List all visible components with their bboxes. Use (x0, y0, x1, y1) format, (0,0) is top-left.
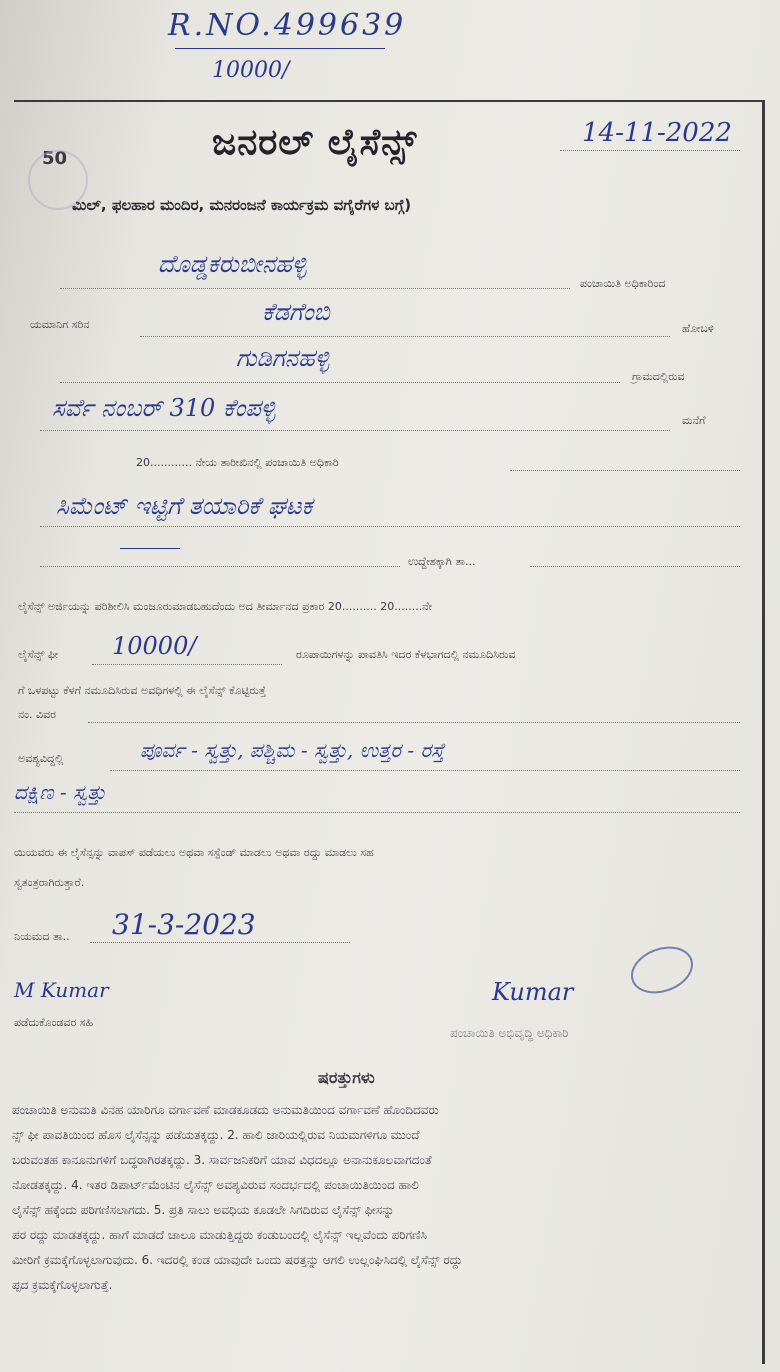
name-line (140, 336, 670, 337)
condition-line: ಮೀರಿಗೆ ಕ್ರಮಕ್ಕೆಗೊಳ್ಳಲಾಗುವುದು. 6. ಇದರಲ್ಲಿ ಕಂಡ ಯಾವುದೇ ಒಂದು ಷರತ್ತನ್ನು ಆಗಲಿ ಉಲ್ಲಂಘಿಸಿದಲ್ಲಿ ಲೈಸೆನ್ಸ್ ರದ್ದು (12, 1253, 463, 1267)
condition-line: ನೋಡತಕ್ಕದ್ದು. 4. ಇತರ ಡಿಪಾರ್ಟ್‌ಮೆಂಟಿನ ಲೈಸೆನ್ಸ್ ಅವಶ್ಯವಿರುವ ಸಂದರ್ಭದಲ್ಲಿ ಪಂಚಾಯಿತಿಯಿಂದ ಹಾಲಿ (12, 1178, 419, 1192)
panchayat-name: ದೊಡ್ಡಕರುಬೀನಹಳ್ಳಿ (158, 250, 307, 278)
fee-value: 10000/ (112, 632, 197, 660)
condition-line: ಬರುವಂತಹ ಕಾನೂನುಗಳಿಗೆ ಬದ್ಧರಾಗಿರತಕ್ಕದ್ದು. 3. ಸಾರ್ವಜನಿಕರಿಗೆ ಯಾವ ವಿಧದಲ್ಲೂ ಅನಾನುಕೂಲವಾಗದಂತೆ (12, 1153, 432, 1167)
receipt-number: R.NO.499639 (168, 8, 407, 43)
condition-line: ಪರ ರದ್ದು ಮಾಡತಕ್ಕದ್ದು. ಹಾಗೆ ಮಾಡದೆ ಚಾಲೂ ಮಾಡುತ್ತಿದ್ದರು ಕಂಡುಬಂದಲ್ಲಿ ಲೈಸೆನ್ಸ್ ಇಲ್ಲವೆಂದು ಪರಿಗಣಿಸಿ (12, 1228, 428, 1242)
purpose-line-end (530, 566, 740, 567)
cancellation-line-1: ಯಿಯವರು ಈ ಲೈಸೆನ್ಸನ್ನು ವಾಪಸ್ ಪಡೆಯಲು ಅಥವಾ ಸಸ್ಪೆಂಡ್ ಮಾಡಲು ಅಥವಾ ರದ್ದು ಮಾಡಲು ಸಹ (14, 846, 374, 859)
condition-line: ಲೈಸೆನ್ಸ್ ಹಕ್ಕೆಂದು ಪರಿಗಣಿಸಲಾಗದು. 5. ಪ್ರತಿ ಸಾಲು ಅವಧಿಯ ಕೂಡಲೇ ಸಿಗದಿರುವ ಲೈಸೆನ್ಸ್ ಫೀಸನ್ನು (12, 1203, 395, 1217)
receipt-underline (175, 48, 385, 49)
village-value: ಗುಡಿಗನಹಳ್ಳಿ (236, 344, 330, 372)
license-statement: ಲೈಸೆನ್ಸ್ ಅರ್ಜಿಯನ್ನು ಪರಿಶೀಲಿಸಿ ಮಂಜೂರುಮಾಡಬಹುದೆಂದು ಅದ ತೀರ್ಮಾನದ ಪ್ರಕಾರ 20.......... 20........ನೇ (18, 600, 432, 613)
boundary-rule-2 (14, 812, 740, 813)
date-line (510, 470, 740, 471)
receipt-amount: 10000/ (212, 58, 290, 83)
boundary-line-1: ಪೂರ್ವ - ಸ್ವತ್ತು, ಪಶ್ಚಿಮ - ಸ್ವತ್ತು, ಉತ್ತರ - ರಸ್ತೆ (140, 738, 445, 762)
corner-number: 50 (42, 148, 68, 169)
officer-seal-text: ಪಂಚಾಯಿತಿ ಅಭಿವೃದ್ಧಿ ಅಧಿಕಾರಿ (450, 1026, 569, 1040)
officer-signature: Kumar (492, 978, 574, 1006)
expiry-label: ನಿಯಮದ ತಾ.. (14, 930, 70, 943)
name-value: ಕೆಡಗೆಂಬಿ (262, 298, 330, 326)
survey-value: ಸರ್ವೆ ನಂಬರ್ 310 ಕೆಂಪಳ್ಳಿ (52, 394, 276, 422)
blank-scribble (120, 548, 180, 549)
boundary-rule-1 (110, 770, 740, 771)
conditions-reference: ಗೆ ಒಳಪಟ್ಟು ಕೆಳಗೆ ನಮೂದಿಸಿರುವ ಅವಧಿಗಳಲ್ಲಿ ಈ ಲೈಸೆನ್ಸ್ ಕೊಟ್ಟಿರುತ್ತೆ (18, 684, 266, 697)
panchayat-label: ಪಂಚಾಯಿತಿ ಅಧಿಕಾರಿಂದ (580, 277, 666, 290)
cancellation-line-2: ಸ್ವತಂತ್ರರಾಗಿರುತ್ತಾರೆ. (14, 876, 85, 889)
details-line (88, 722, 740, 723)
validity-label: ಅವಶ್ಯವಿದ್ದಲ್ಲಿ (18, 752, 64, 765)
condition-line: ನ್ಸ್ ಫೀ ಪಾವತಿಯಿಂದ ಹೊಸ ಲೈಸೆನ್ಸನ್ನು ಪಡೆಯತಕ್ಕದ್ದು. 2. ಹಾಲಿ ಜಾರಿಯಲ್ಲಿರುವ ನಿಯಮಗಳಿಗೂ ಮುಂದೆ (12, 1128, 420, 1142)
conditions-heading: ಷರತ್ತುಗಳು (318, 1068, 375, 1087)
condition-line: ಪ್ಪದ ಕ್ರಮಕ್ಕೆಗೊಳ್ಳಲಾಗುತ್ತೆ. (12, 1278, 113, 1292)
village-label: ಗ್ರಾಮದಲ್ಲಿರುವ (632, 370, 685, 383)
recipient-signature: M Kumar (14, 978, 109, 1002)
document-subtitle: ಮಿಲ್, ಫಲಹಾರ ಮಂದಿರ, ಮನರಂಜನೆ ಕಾರ್ಯಕ್ರಮ ವಗೈರೆಗಳ ಬಗ್ಗೆ) (72, 196, 412, 214)
purpose-label: ಉದ್ದೇಶಕ್ಕಾಗಿ ತಾ... (408, 555, 476, 568)
date-line-label: 20............ ನೇಯ ತಾರೀಖಿನಲ್ಲಿ ಪಂಚಾಯಿತಿ ಅಧಿಕಾರಿ (136, 456, 339, 469)
boundary-line-2: ದಕ್ಷಿಣ - ಸ್ವತ್ತು (14, 780, 106, 804)
details-label: ನಂ. ವಿವರ (18, 708, 56, 721)
expiry-date: 31-3-2023 (112, 908, 256, 941)
fee-label: ಲೈಸೆನ್ಸ್ ಫೀ (18, 648, 59, 661)
expiry-line (90, 942, 350, 943)
applicant-value: ಸಿಮೆಂಟ್ ಇಟ್ಟಿಗೆ ತಯಾರಿಕೆ ಘಟಕ (56, 492, 313, 520)
fee-line (92, 664, 282, 665)
name-label: ಯಮಾನಿಗ ಸರಿನ (30, 318, 90, 331)
survey-label: ಮನೆಗೆ (682, 414, 706, 427)
issue-date-line (560, 150, 740, 151)
document-title: ಜನರಲ್ ಲೈಸೆನ್ಸ್ (212, 122, 418, 163)
issue-date: 14-11-2022 (582, 118, 732, 148)
name-suffix: ಹೋಬಳಿ (682, 322, 714, 335)
village-line (60, 382, 620, 383)
purpose-line (40, 566, 400, 567)
applicant-line (40, 526, 740, 527)
condition-line: ಪಂಚಾಯಿತಿ ಅನುಮತಿ ವಿನಹ ಯಾರಿಗೂ ವರ್ಗಾವಣೆ ಮಾಡಕೂಡದು ಅನುಮತಿಯಿಂದ ವರ್ಗಾವಣೆ ಹೊಂದಿದವರು (12, 1103, 439, 1117)
recipient-signature-label: ಪಡೆದುಕೊಂಡವರ ಸಹಿ (14, 1016, 94, 1029)
panchayat-line (60, 288, 570, 289)
conditions-text (12, 1098, 752, 1298)
fee-rest: ರೂಪಾಯಿಗಳನ್ನು ಪಾವತಿಸಿ ಇದರ ಕೆಳಭಾಗದಲ್ಲಿ ನಮೂದಿಸಿರುವ (296, 648, 516, 661)
survey-line (40, 430, 670, 431)
